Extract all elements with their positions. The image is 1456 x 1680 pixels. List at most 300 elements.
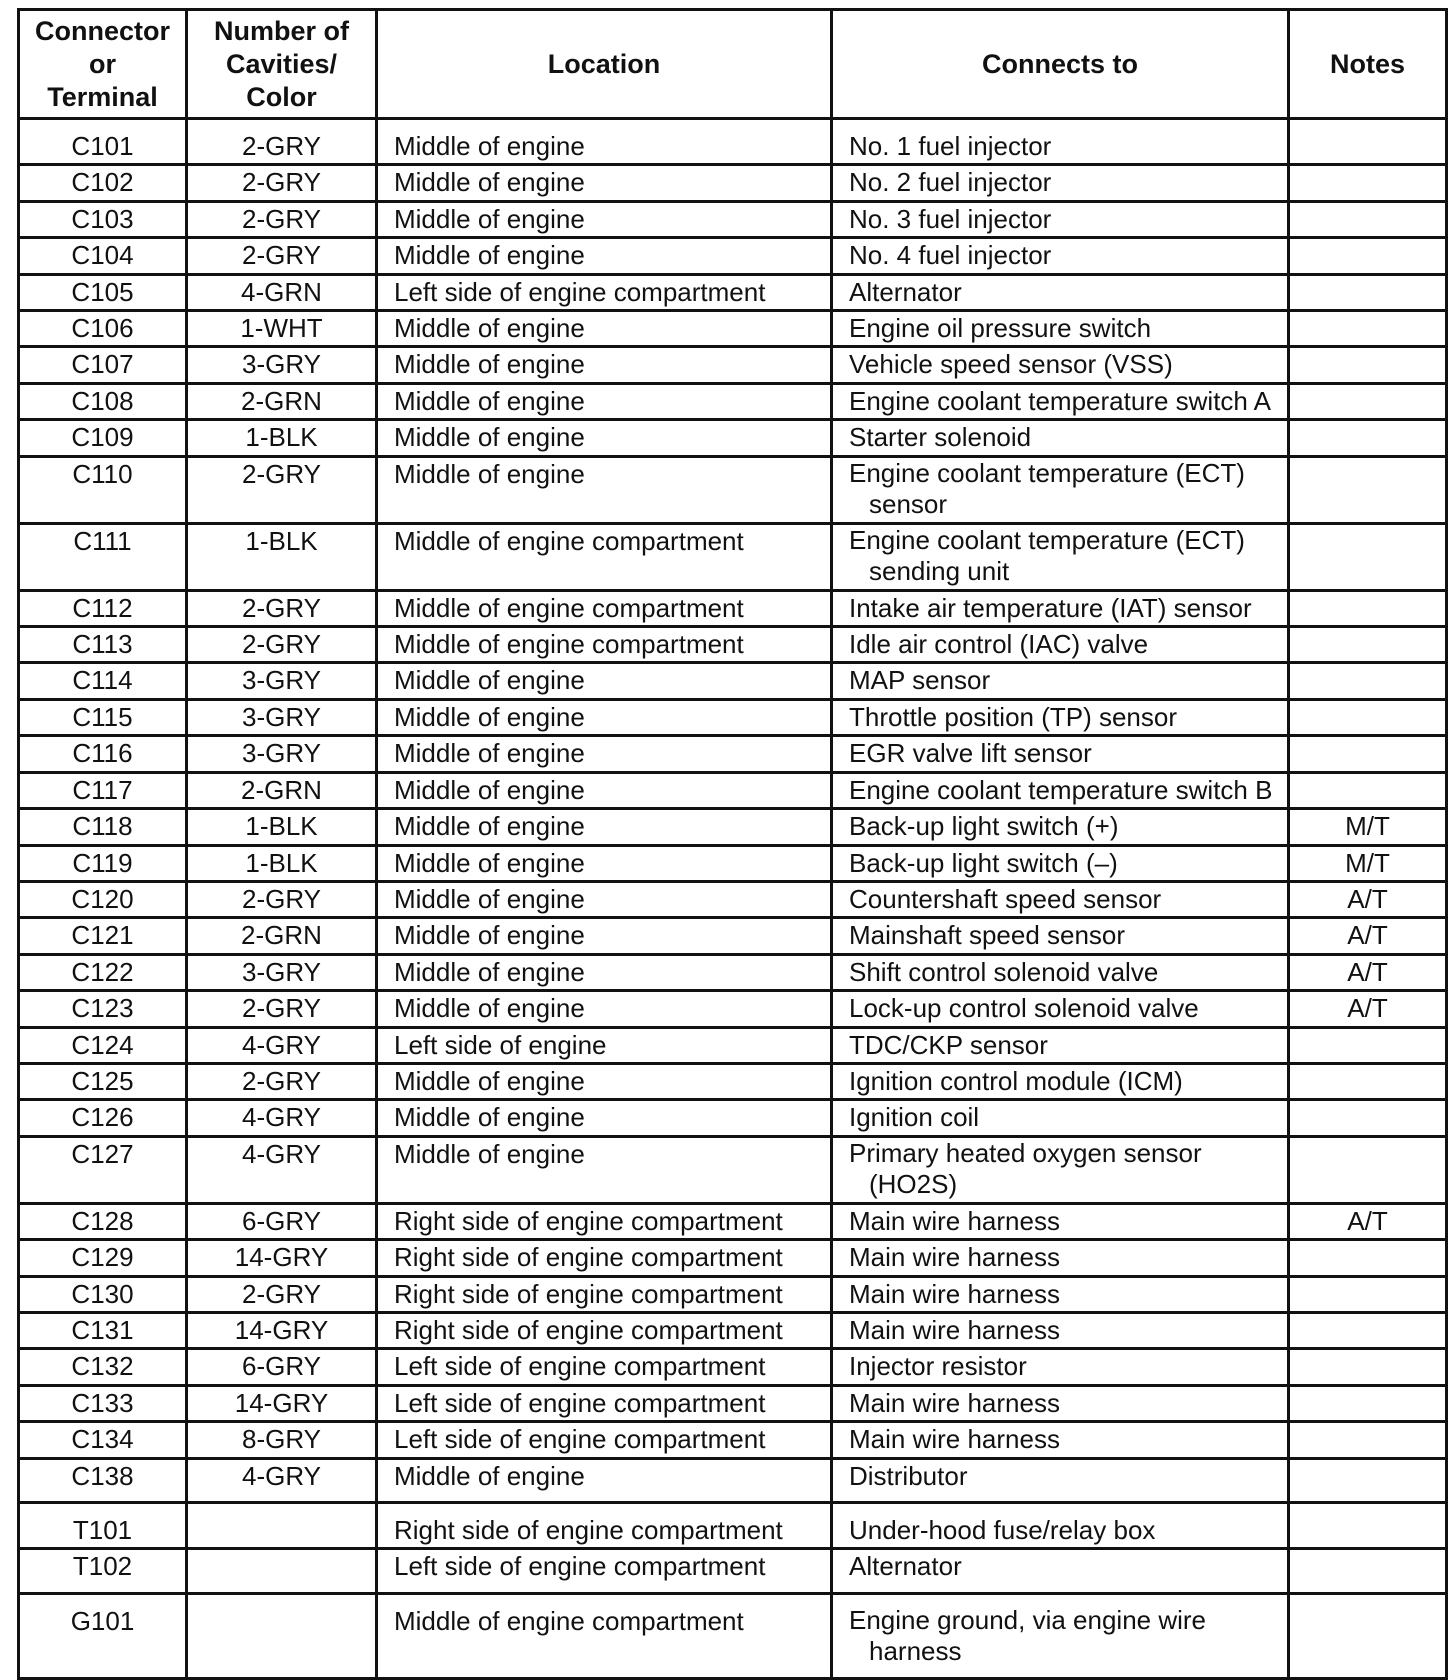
terminal-cell: [19, 1593, 187, 1678]
cavities-cell: [187, 1549, 377, 1593]
location-cell: [377, 809, 832, 845]
table-row: [19, 238, 1447, 274]
connects-to-cell-text: Main wire harness: [849, 1424, 1060, 1455]
notes-cell: [1289, 1503, 1447, 1549]
connects-to-cell-text: Distributor: [849, 1460, 968, 1491]
notes-cell: [1289, 881, 1447, 917]
cavities-cell: [187, 1349, 377, 1385]
terminal-cell: [19, 1276, 187, 1312]
location-cell: [377, 1422, 832, 1458]
connects-to-cell: [832, 274, 1289, 310]
cavities-cell-text: 2-GRY: [242, 883, 321, 914]
location-cell-text: Middle of engine compartment: [394, 629, 744, 660]
connects-to-cell: [832, 663, 1289, 699]
terminal-cell: [19, 1549, 187, 1593]
connects-to-cell-text: Ignition control module (ICM): [849, 1065, 1183, 1096]
location-cell: [377, 420, 832, 456]
table-row: [19, 119, 1447, 165]
notes-cell-text: M/T: [1345, 811, 1390, 842]
terminal-cell: [19, 1063, 187, 1099]
terminal-cell-text: C126: [71, 1102, 134, 1133]
connector-table: [17, 8, 1448, 1680]
cavities-cell-text: 3-GRY: [242, 738, 321, 769]
connects-to-cell-text: EGR valve lift sensor: [849, 738, 1092, 769]
cavities-cell-text: 3-GRY: [242, 956, 321, 987]
connects-to-cell-text: Vehicle speed sensor (VSS): [849, 349, 1173, 380]
connects-to-cell: [832, 954, 1289, 990]
connects-to-cell: [832, 165, 1289, 201]
cavities-cell-text: 2-GRY: [242, 993, 321, 1024]
terminal-cell: [19, 347, 187, 383]
location-cell: [377, 1276, 832, 1312]
notes-cell: [1289, 201, 1447, 237]
notes-cell: [1289, 238, 1447, 274]
table-row: [19, 383, 1447, 419]
cavities-cell: [187, 1240, 377, 1276]
cavities-cell: [187, 663, 377, 699]
location-cell: [377, 954, 832, 990]
terminal-cell-text: T102: [72, 1551, 133, 1582]
header-connects-to: Connects to: [832, 10, 1289, 119]
location-cell-text: Left side of engine compartment: [394, 1351, 766, 1382]
cavities-cell-text: 3-GRY: [242, 349, 321, 380]
terminal-cell-text: C131: [71, 1314, 134, 1345]
notes-cell-text: A/T: [1347, 1205, 1388, 1236]
notes-cell-text: A/T: [1347, 883, 1388, 914]
connects-to-cell-text: Alternator: [849, 276, 962, 307]
location-cell: [377, 523, 832, 590]
notes-cell-text: A/T: [1347, 993, 1388, 1024]
terminal-cell-text: C103: [71, 203, 134, 234]
cavities-cell: [187, 201, 377, 237]
cavities-cell: [187, 736, 377, 772]
terminal-cell: [19, 663, 187, 699]
row-group: [19, 119, 1447, 1503]
terminal-cell: [19, 1503, 187, 1549]
table-row: [19, 772, 1447, 808]
notes-cell: [1289, 1100, 1447, 1136]
connects-to-cell: [832, 590, 1289, 626]
table-row: [19, 347, 1447, 383]
terminal-cell-text: C104: [71, 240, 134, 271]
cavities-cell: [187, 1458, 377, 1502]
connects-to-cell: [832, 383, 1289, 419]
terminal-cell-text: C101: [71, 131, 134, 161]
terminal-cell-text: C107: [71, 349, 134, 380]
notes-cell: [1289, 1027, 1447, 1063]
terminal-cell: [19, 1240, 187, 1276]
cavities-cell: [187, 238, 377, 274]
connects-to-cell-text: Engine coolant temperature (ECT): [849, 457, 1245, 488]
terminal-cell: [19, 201, 187, 237]
terminal-cell: [19, 772, 187, 808]
table-row: [19, 1503, 1447, 1549]
connects-to-cell: [832, 347, 1289, 383]
terminal-cell: [19, 420, 187, 456]
notes-cell: [1289, 523, 1447, 590]
location-cell-text: Middle of engine: [394, 701, 585, 732]
connects-to-cell: [832, 119, 1289, 165]
connects-to-cell-text: No. 2 fuel injector: [849, 167, 1052, 198]
header-notes: Notes: [1289, 10, 1447, 119]
cavities-cell-text: 4-GRY: [242, 1029, 321, 1060]
cavities-cell: [187, 991, 377, 1027]
connects-to-cell-text: Ignition coil: [849, 1102, 980, 1133]
terminal-cell: [19, 1349, 187, 1385]
location-cell-text: Middle of engine: [394, 422, 585, 453]
cavities-cell: [187, 274, 377, 310]
notes-cell: [1289, 736, 1447, 772]
terminal-cell-text: C129: [71, 1242, 134, 1273]
location-cell: [377, 1385, 832, 1421]
terminal-cell-text: C102: [71, 167, 134, 198]
connects-to-cell: [832, 1349, 1289, 1385]
cavities-cell: [187, 918, 377, 954]
connects-to-cell-text: Mainshaft speed sensor: [849, 920, 1126, 951]
connector-table-page: [17, 8, 1445, 1666]
location-cell-text: Middle of engine: [394, 131, 585, 161]
connects-to-cell: [832, 881, 1289, 917]
connects-to-cell: [832, 1385, 1289, 1421]
notes-cell: [1289, 347, 1447, 383]
terminal-cell: [19, 809, 187, 845]
terminal-cell: [19, 736, 187, 772]
location-cell: [377, 456, 832, 523]
location-cell-text: Middle of engine: [394, 1460, 585, 1491]
cavities-cell: [187, 1100, 377, 1136]
notes-cell: [1289, 165, 1447, 201]
location-cell-text: Middle of engine: [394, 313, 585, 344]
terminal-cell-text: C105: [71, 276, 134, 307]
location-cell: [377, 1240, 832, 1276]
terminal-cell-text: C119: [72, 847, 133, 878]
terminal-cell-text: C112: [72, 592, 133, 623]
terminal-cell-text: C132: [71, 1351, 134, 1382]
connects-to-cell: [832, 1203, 1289, 1239]
location-cell: [377, 590, 832, 626]
table-row: [19, 311, 1447, 347]
terminal-cell-text: T101: [72, 1515, 133, 1545]
notes-cell-text: M/T: [1345, 847, 1390, 878]
table-row: [19, 1136, 1447, 1203]
cavities-cell-text: 2-GRY: [242, 592, 321, 623]
connects-to-cell-text-continued: harness: [869, 1635, 962, 1666]
cavities-cell: [187, 1276, 377, 1312]
location-cell: [377, 1100, 832, 1136]
cavities-cell: [187, 627, 377, 663]
location-cell: [377, 918, 832, 954]
table-row: [19, 845, 1447, 881]
table-row: [19, 1349, 1447, 1385]
terminal-cell: [19, 1136, 187, 1203]
connects-to-cell-text: Idle air control (IAC) valve: [849, 629, 1149, 660]
location-cell: [377, 663, 832, 699]
connects-to-cell-text: Back-up light switch (–): [849, 847, 1118, 878]
notes-cell: [1289, 1422, 1447, 1458]
connects-to-cell: [832, 420, 1289, 456]
connects-to-cell-text: TDC/CKP sensor: [849, 1029, 1048, 1060]
location-cell-text: Middle of engine: [394, 956, 585, 987]
connects-to-cell: [832, 456, 1289, 523]
location-cell-text: Middle of engine: [394, 738, 585, 769]
table-row: [19, 201, 1447, 237]
location-cell: [377, 1136, 832, 1203]
terminal-cell-text: C116: [72, 738, 133, 769]
connects-to-cell-text: Engine ground, via engine wire: [849, 1604, 1207, 1635]
cavities-cell-text: 1-BLK: [245, 525, 318, 556]
connects-to-cell: [832, 809, 1289, 845]
terminal-cell-text: C120: [71, 883, 134, 914]
connects-to-cell-text: Main wire harness: [849, 1314, 1060, 1345]
connects-to-cell-text: Back-up light switch (+): [849, 811, 1119, 842]
terminal-cell-text: C134: [71, 1424, 134, 1455]
cavities-cell: [187, 1063, 377, 1099]
location-cell-text: Middle of engine: [394, 811, 585, 842]
location-cell: [377, 1503, 832, 1549]
connects-to-cell: [832, 1503, 1289, 1549]
cavities-cell: [187, 119, 377, 165]
connects-to-cell-text: Throttle position (TP) sensor: [849, 701, 1178, 732]
connects-to-cell: [832, 1312, 1289, 1348]
notes-cell: [1289, 954, 1447, 990]
notes-cell: [1289, 663, 1447, 699]
cavities-cell-text: 4-GRN: [241, 276, 322, 307]
connects-to-cell-text: Intake air temperature (IAT) sensor: [849, 592, 1252, 623]
table-row: [19, 663, 1447, 699]
connects-to-cell-text: Primary heated oxygen sensor: [849, 1137, 1202, 1168]
location-cell-text: Middle of engine: [394, 774, 585, 805]
notes-cell: [1289, 1203, 1447, 1239]
location-cell-text: Right side of engine compartment: [394, 1515, 783, 1545]
notes-cell: [1289, 1385, 1447, 1421]
location-cell: [377, 347, 832, 383]
header-cavities: Number of Cavities/ Color: [187, 10, 377, 119]
cavities-cell: [187, 1503, 377, 1549]
notes-cell: [1289, 991, 1447, 1027]
cavities-cell-text: 2-GRY: [242, 1278, 321, 1309]
terminal-cell: [19, 699, 187, 735]
connects-to-cell-text: Engine oil pressure switch: [849, 313, 1152, 344]
header-terminal: Connector or Terminal: [19, 10, 187, 119]
connects-to-cell: [832, 1136, 1289, 1203]
cavities-cell: [187, 1027, 377, 1063]
cavities-cell: [187, 523, 377, 590]
location-cell: [377, 383, 832, 419]
cavities-cell: [187, 347, 377, 383]
cavities-cell: [187, 165, 377, 201]
location-cell-text: Middle of engine: [394, 993, 585, 1024]
terminal-cell-text: C133: [71, 1387, 134, 1418]
connects-to-cell: [832, 523, 1289, 590]
notes-cell: [1289, 1276, 1447, 1312]
cavities-cell: [187, 456, 377, 523]
cavities-cell-text: 2-GRY: [242, 458, 321, 489]
location-cell: [377, 881, 832, 917]
terminal-cell-text: C138: [71, 1460, 134, 1491]
table-row: [19, 954, 1447, 990]
location-cell: [377, 772, 832, 808]
table-row: [19, 1203, 1447, 1239]
row-group: [19, 1503, 1447, 1594]
terminal-cell-text: C125: [71, 1065, 134, 1096]
location-cell-text: Middle of engine: [394, 349, 585, 380]
terminal-cell-text: C122: [71, 956, 134, 987]
terminal-cell-text: C106: [71, 313, 134, 344]
location-cell-text: Middle of engine: [394, 847, 585, 878]
connects-to-cell-text: No. 4 fuel injector: [849, 240, 1052, 271]
connects-to-cell-text: Lock-up control solenoid valve: [849, 993, 1199, 1024]
notes-cell: [1289, 119, 1447, 165]
cavities-cell: [187, 699, 377, 735]
table-row: [19, 165, 1447, 201]
location-cell-text: Middle of engine: [394, 920, 585, 951]
connects-to-cell-text: Under-hood fuse/relay box: [849, 1515, 1156, 1545]
terminal-cell-text: G101: [70, 1605, 135, 1636]
terminal-cell: [19, 627, 187, 663]
cavities-cell: [187, 845, 377, 881]
terminal-cell: [19, 311, 187, 347]
connects-to-cell: [832, 1458, 1289, 1502]
connects-to-cell: [832, 201, 1289, 237]
cavities-cell-text: 14-GRY: [234, 1387, 329, 1418]
location-cell: [377, 238, 832, 274]
terminal-cell: [19, 1422, 187, 1458]
cavities-cell: [187, 590, 377, 626]
connects-to-cell-text-continued: sending unit: [869, 555, 1010, 586]
notes-cell: [1289, 420, 1447, 456]
connects-to-cell: [832, 772, 1289, 808]
cavities-cell: [187, 1312, 377, 1348]
location-cell: [377, 1312, 832, 1348]
terminal-cell: [19, 274, 187, 310]
header-location: Location: [377, 10, 832, 119]
location-cell: [377, 165, 832, 201]
location-cell: [377, 736, 832, 772]
connects-to-cell-text: Shift control solenoid valve: [849, 956, 1159, 987]
terminal-cell-text: C114: [72, 665, 133, 696]
row-group: [19, 1593, 1447, 1678]
cavities-cell: [187, 954, 377, 990]
connects-to-cell-text: Main wire harness: [849, 1205, 1060, 1236]
location-cell: [377, 1027, 832, 1063]
notes-cell: [1289, 383, 1447, 419]
terminal-cell: [19, 1385, 187, 1421]
cavities-cell-text: 2-GRY: [242, 131, 321, 161]
cavities-cell: [187, 1136, 377, 1203]
location-cell-text: Middle of engine: [394, 203, 585, 234]
notes-cell-text: A/T: [1347, 920, 1388, 951]
connects-to-cell-text: Main wire harness: [849, 1387, 1060, 1418]
cavities-cell: [187, 311, 377, 347]
cavities-cell-text: 4-GRY: [242, 1138, 321, 1169]
cavities-cell: [187, 383, 377, 419]
table-row: [19, 1385, 1447, 1421]
terminal-cell-text: C118: [72, 811, 133, 842]
notes-cell: [1289, 1136, 1447, 1203]
connects-to-cell-text: Engine coolant temperature (ECT): [849, 524, 1245, 555]
table-row: [19, 881, 1447, 917]
table-row: [19, 523, 1447, 590]
location-cell-text: Left side of engine compartment: [394, 276, 766, 307]
cavities-cell: [187, 881, 377, 917]
terminal-cell-text: C124: [71, 1029, 134, 1060]
terminal-cell-text: C117: [72, 774, 133, 805]
notes-cell: [1289, 456, 1447, 523]
cavities-cell: [187, 772, 377, 808]
location-cell-text: Middle of engine: [394, 240, 585, 271]
table-row: [19, 627, 1447, 663]
connects-to-cell-text: No. 3 fuel injector: [849, 203, 1052, 234]
terminal-cell-text: C109: [71, 422, 134, 453]
terminal-cell: [19, 523, 187, 590]
header-row: [19, 10, 1447, 119]
connects-to-cell-text: Alternator: [849, 1551, 962, 1582]
terminal-cell-text: C121: [71, 920, 134, 951]
cavities-cell: [187, 1385, 377, 1421]
cavities-cell-text: 2-GRY: [242, 629, 321, 660]
cavities-cell-text: 1-BLK: [245, 422, 318, 453]
table-row: [19, 456, 1447, 523]
location-cell-text: Middle of engine compartment: [394, 525, 744, 556]
terminal-cell-text: C128: [71, 1205, 134, 1236]
terminal-cell: [19, 165, 187, 201]
connects-to-cell: [832, 1100, 1289, 1136]
connects-to-cell: [832, 1276, 1289, 1312]
location-cell-text: Left side of engine: [394, 1029, 607, 1060]
cavities-cell-text: 8-GRY: [242, 1424, 321, 1455]
notes-cell-text: A/T: [1347, 956, 1388, 987]
table-row: [19, 590, 1447, 626]
connects-to-cell-text: Main wire harness: [849, 1278, 1060, 1309]
connects-to-cell: [832, 845, 1289, 881]
table-row: [19, 1063, 1447, 1099]
location-cell-text: Right side of engine compartment: [394, 1278, 783, 1309]
table-row: [19, 809, 1447, 845]
table-row: [19, 1549, 1447, 1593]
location-cell-text: Middle of engine: [394, 1065, 585, 1096]
notes-cell: [1289, 1349, 1447, 1385]
notes-cell: [1289, 1240, 1447, 1276]
connects-to-cell-text: Countershaft speed sensor: [849, 883, 1162, 914]
terminal-cell: [19, 1312, 187, 1348]
location-cell-text: Middle of engine compartment: [394, 592, 744, 623]
terminal-cell: [19, 456, 187, 523]
notes-cell: [1289, 627, 1447, 663]
connects-to-cell: [832, 991, 1289, 1027]
terminal-cell-text: C127: [71, 1138, 134, 1169]
terminal-cell: [19, 845, 187, 881]
notes-cell: [1289, 772, 1447, 808]
notes-cell: [1289, 699, 1447, 735]
connects-to-cell-text: Starter solenoid: [849, 422, 1032, 453]
cavities-cell: [187, 1203, 377, 1239]
terminal-cell-text: C113: [72, 629, 133, 660]
terminal-cell-text: C108: [71, 385, 134, 416]
table-row: [19, 991, 1447, 1027]
connects-to-cell-text: MAP sensor: [849, 665, 991, 696]
terminal-cell: [19, 881, 187, 917]
cavities-cell-text: 2-GRY: [242, 240, 321, 271]
cavities-cell-text: 2-GRY: [242, 1065, 321, 1096]
table-row: [19, 1593, 1447, 1678]
terminal-cell: [19, 590, 187, 626]
cavities-cell: [187, 1422, 377, 1458]
location-cell: [377, 1063, 832, 1099]
location-cell-text: Middle of engine: [394, 458, 585, 489]
location-cell-text: Right side of engine compartment: [394, 1314, 783, 1345]
table-row: [19, 274, 1447, 310]
location-cell-text: Right side of engine compartment: [394, 1242, 783, 1273]
